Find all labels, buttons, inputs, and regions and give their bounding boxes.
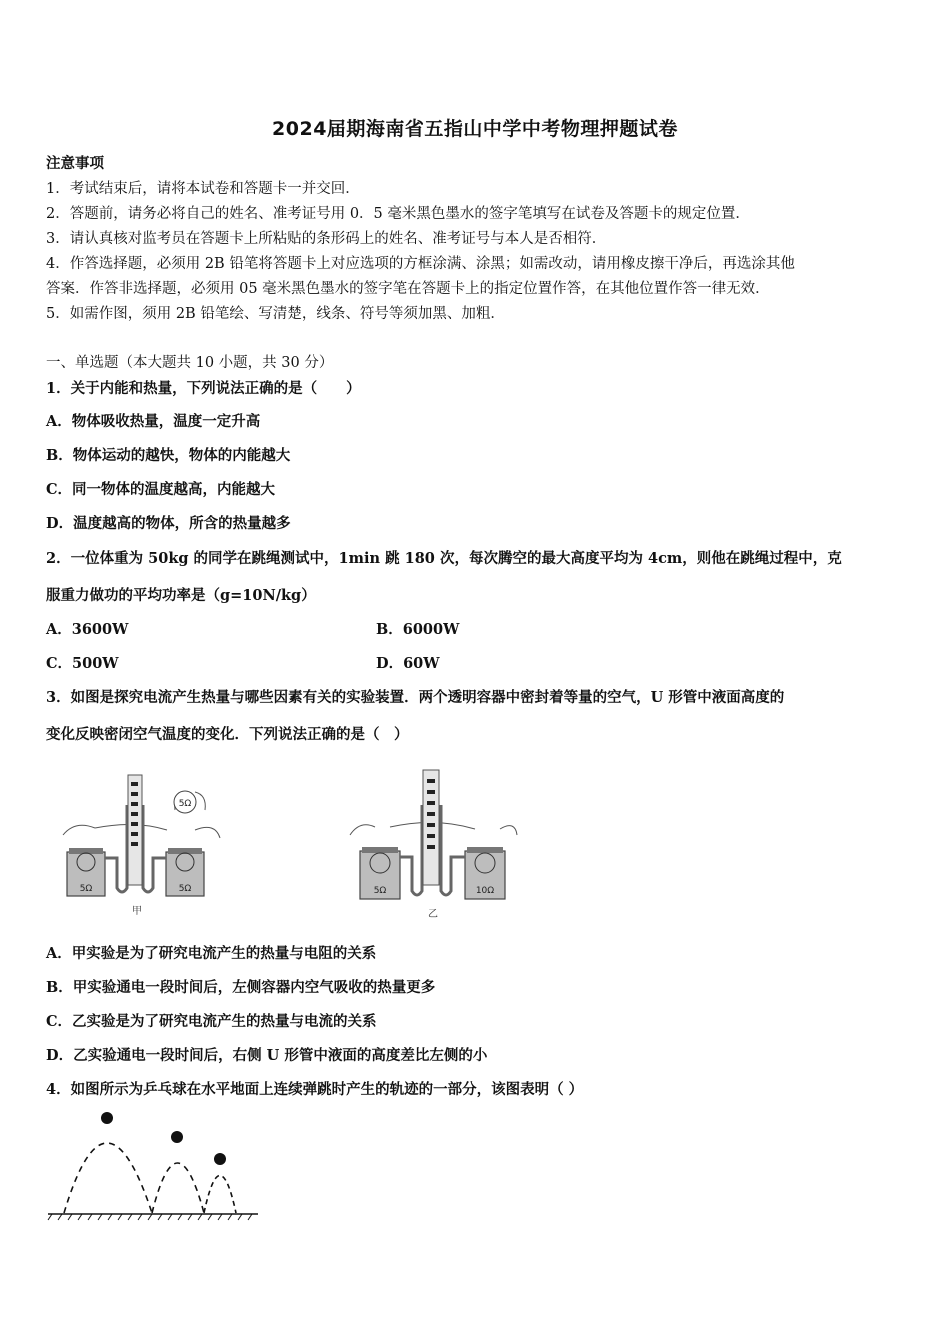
document-title: 2024届期海南省五指山中学中考物理押题试卷	[272, 118, 678, 140]
figure-yi	[345, 765, 525, 920]
notice-item: 答案．作答非选择题，必须用 05 毫米黑色墨水的签字笔在答题卡上的指定位置作答，在其他位置作答一律无效．	[46, 281, 770, 297]
question-1-option-d: D．温度越高的物体，所含的热量越多	[46, 515, 291, 532]
question-3-option-d: D．乙实验通电一段时间后，右侧 U 形管中液面的高度差比左侧的小	[46, 1047, 488, 1064]
figure-jia-caption: 甲	[132, 906, 142, 917]
notice-item: 5．如需作图，须用 2B 铅笔绘、写清楚，线条、符号等须加黑、加粗．	[46, 306, 505, 322]
question-3-option-a: A．甲实验是为了研究电流产生的热量与电阻的关系	[46, 945, 377, 962]
question-3-stem-line2: 变化反映密闭空气温度的变化．下列说法正确的是（ ）	[46, 726, 409, 743]
right-resistor-label: 10Ω	[475, 886, 495, 896]
question-2-option-d: D．60W	[376, 655, 440, 672]
right-resistor-label: 5Ω	[178, 884, 192, 894]
ball-icon	[101, 1112, 113, 1124]
section-heading: 一、单选题（本大题共 10 小题，共 30 分）	[46, 355, 334, 371]
ball-icon	[214, 1153, 226, 1165]
question-3-stem-line1: 3．如图是探究电流产生热量与哪些因素有关的实验装置．两个透明容器中密封着等量的空气，U 形管中液面高度的	[46, 689, 785, 706]
question-1-option-c: C．同一物体的温度越高，内能越大	[46, 481, 276, 498]
left-resistor-label: 5Ω	[79, 884, 93, 894]
question-3-option-c: C．乙实验是为了研究电流产生的热量与电流的关系	[46, 1013, 377, 1030]
question-2-stem-line2: 服重力做功的平均功率是（g=10N/kg）	[46, 587, 316, 604]
question-4-stem: 4．如图所示为乒乓球在水平地面上连续弹跳时产生的轨迹的一部分，该图表明（ ）	[46, 1081, 584, 1098]
notice-item: 4．作答选择题，必须用 2B 铅笔将答题卡上对应选项的方框涂满、涂黑；如需改动，请用橡皮擦干净后，再选涂其他	[46, 256, 795, 272]
parallel-resistor-label: 5Ω	[178, 799, 192, 809]
notice-heading: 注意事项	[46, 155, 104, 172]
question-2-option-b: B．6000W	[376, 621, 460, 638]
question-1-stem: 1．关于内能和热量，下列说法正确的是（ ）	[46, 380, 361, 397]
notice-item: 3．请认真核对监考员在答题卡上所粘贴的条形码上的姓名、准考证号与本人是否相符．	[46, 231, 607, 247]
notice-item: 2．答题前，请务必将自己的姓名、准考证号用 0．5 毫米黑色墨水的签字笔填写在试卷及答题卡的规定位置．	[46, 206, 750, 222]
question-1-option-b: B．物体运动的越快，物体的内能越大	[46, 447, 291, 464]
question-3-option-b: B．甲实验通电一段时间后，左侧容器内空气吸收的热量更多	[46, 979, 436, 996]
notice-item: 1．考试结束后，请将本试卷和答题卡一并交回．	[46, 181, 360, 197]
bounce-trajectory-figure	[44, 1108, 264, 1223]
left-resistor-label: 5Ω	[373, 886, 387, 896]
question-2-option-a: A．3600W	[46, 621, 129, 638]
figure-jia	[55, 770, 230, 920]
figure-yi-caption: 乙	[428, 909, 438, 920]
question-1-option-a: A．物体吸收热量，温度一定升高	[46, 413, 261, 430]
ball-icon	[171, 1131, 183, 1143]
question-2-stem-line1: 2．一位体重为 50kg 的同学在跳绳测试中，1min 跳 180 次，每次腾空的最大高度平均为 4cm，则他在跳绳过程中，克	[46, 550, 842, 567]
question-2-option-c: C．500W	[46, 655, 119, 672]
